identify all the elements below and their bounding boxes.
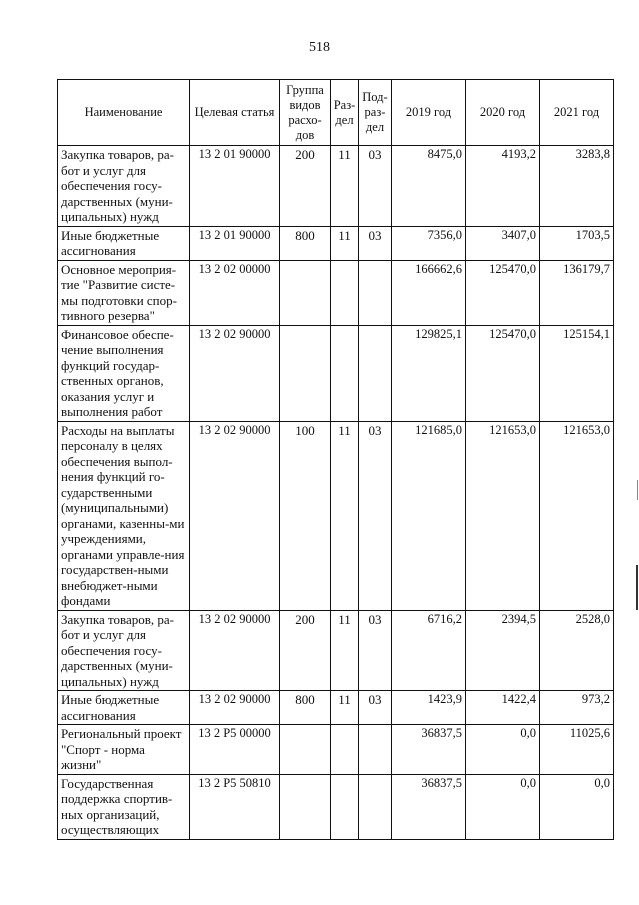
row-expense-group: [280, 260, 331, 325]
header-expense-group: Группа видов расхо-дов: [280, 80, 331, 146]
header-2021: 2021 год: [540, 80, 614, 146]
table-row: [58, 725, 614, 775]
row-target-article: 13 2 01 90000: [190, 226, 280, 260]
row-name: Расходы на выплаты персоналу в целях обеспечения выпол-нения функций го-сударственными (муниципальными) органами, казенны-ми учреждениями, органами управле-ния государствен-ными внебюджет-ными фондами: [58, 421, 190, 610]
row-name: Основное мероприя-тие "Развитие систе-мы подготовки спор-тивного резерва": [58, 260, 190, 325]
header-2020: 2020 год: [466, 80, 540, 146]
row-2021: 2528,0: [540, 610, 614, 691]
row-2020: 1422,4: [466, 691, 540, 725]
row-2021: 125154,1: [540, 325, 614, 421]
row-section: [331, 260, 359, 325]
row-name: Государственная поддержка спортив-ных организаций, осуществляющих: [58, 774, 190, 839]
row-name: Региональный проект "Спорт - норма жизни": [58, 725, 190, 775]
row-expense-group: 100: [280, 421, 331, 610]
row-section: [331, 725, 359, 775]
table-row: [58, 691, 614, 725]
row-expense-group: [280, 774, 331, 839]
row-2020: 2394,5: [466, 610, 540, 691]
row-2021: 1703,5: [540, 226, 614, 260]
row-2020: 125470,0: [466, 325, 540, 421]
table-header-row: [58, 80, 614, 146]
row-target-article: 13 2 P5 00000: [190, 725, 280, 775]
header-subsection: Под-раз-дел: [359, 80, 392, 146]
table-row: [58, 421, 614, 610]
row-2019: 8475,0: [392, 146, 466, 227]
header-name: Наименование: [58, 80, 190, 146]
row-subsection: 03: [359, 691, 392, 725]
row-subsection: 03: [359, 421, 392, 610]
table-row: [58, 226, 614, 260]
row-name: Закупка товаров, ра-бот и услуг для обеспечения госу-дарственных (муни-ципальных) нужд: [58, 610, 190, 691]
row-2020: 121653,0: [466, 421, 540, 610]
row-2019: 6716,2: [392, 610, 466, 691]
row-subsection: [359, 325, 392, 421]
row-name: Закупка товаров, ра-бот и услуг для обеспечения госу-дарственных (муни-ципальных) нужд: [58, 146, 190, 227]
header-target-article: Целевая статья: [190, 80, 280, 146]
table-row: [58, 325, 614, 421]
header-section: Раз-дел: [331, 80, 359, 146]
row-subsection: 03: [359, 146, 392, 227]
row-2021: 973,2: [540, 691, 614, 725]
row-target-article: 13 2 02 90000: [190, 325, 280, 421]
row-2019: 121685,0: [392, 421, 466, 610]
scan-artifact-mark: [637, 480, 638, 500]
row-subsection: [359, 774, 392, 839]
row-section: 11: [331, 226, 359, 260]
row-target-article: 13 2 02 90000: [190, 610, 280, 691]
row-2021: 0,0: [540, 774, 614, 839]
row-section: 11: [331, 610, 359, 691]
table-row: [58, 260, 614, 325]
row-target-article: 13 2 01 90000: [190, 146, 280, 227]
row-2019: 166662,6: [392, 260, 466, 325]
row-target-article: 13 2 02 90000: [190, 421, 280, 610]
row-2020: 4193,2: [466, 146, 540, 227]
row-2020: 0,0: [466, 774, 540, 839]
table-row: [58, 774, 614, 839]
row-target-article: 13 2 02 90000: [190, 691, 280, 725]
row-section: [331, 325, 359, 421]
row-section: 11: [331, 691, 359, 725]
row-subsection: [359, 725, 392, 775]
row-2021: 3283,8: [540, 146, 614, 227]
row-name: Финансовое обеспе-чение выполнения функций государ-ственных органов, оказания услуг и выполнения работ: [58, 325, 190, 421]
row-2020: 3407,0: [466, 226, 540, 260]
row-2019: 1423,9: [392, 691, 466, 725]
header-2019: 2019 год: [392, 80, 466, 146]
row-subsection: 03: [359, 610, 392, 691]
row-section: [331, 774, 359, 839]
row-2021: 11025,6: [540, 725, 614, 775]
row-2019: 36837,5: [392, 725, 466, 775]
table-row: [58, 146, 614, 227]
row-expense-group: 200: [280, 146, 331, 227]
row-expense-group: 800: [280, 226, 331, 260]
budget-table: [57, 79, 614, 840]
binding-edge-mark: [636, 565, 638, 610]
row-expense-group: 800: [280, 691, 331, 725]
row-expense-group: [280, 725, 331, 775]
row-expense-group: [280, 325, 331, 421]
row-2021: 121653,0: [540, 421, 614, 610]
row-2019: 36837,5: [392, 774, 466, 839]
page-number: 518: [309, 40, 330, 55]
row-2020: 125470,0: [466, 260, 540, 325]
row-2019: 129825,1: [392, 325, 466, 421]
row-subsection: [359, 260, 392, 325]
row-2021: 136179,7: [540, 260, 614, 325]
row-name: Иные бюджетные ассигнования: [58, 226, 190, 260]
row-subsection: 03: [359, 226, 392, 260]
row-target-article: 13 2 02 00000: [190, 260, 280, 325]
row-name: Иные бюджетные ассигнования: [58, 691, 190, 725]
table-row: [58, 610, 614, 691]
row-section: 11: [331, 421, 359, 610]
row-2020: 0,0: [466, 725, 540, 775]
row-section: 11: [331, 146, 359, 227]
row-expense-group: 200: [280, 610, 331, 691]
row-2019: 7356,0: [392, 226, 466, 260]
row-target-article: 13 2 P5 50810: [190, 774, 280, 839]
